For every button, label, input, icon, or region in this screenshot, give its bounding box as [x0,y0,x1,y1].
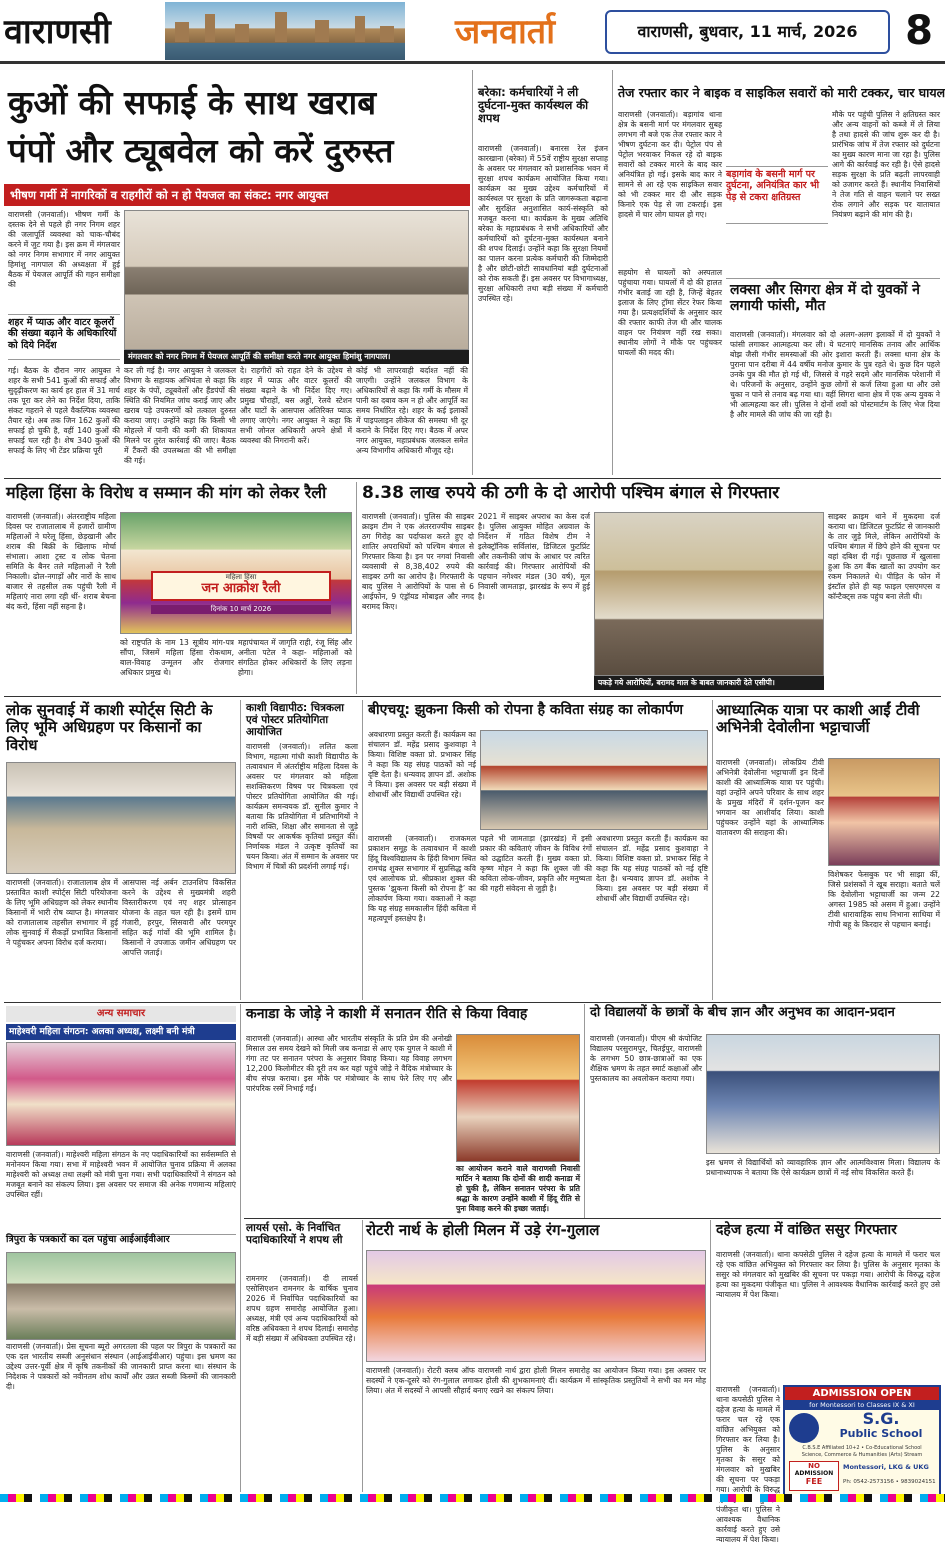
newspaper-name: जनवार्ता [455,12,555,52]
actress-body-1: वाराणसी (जनवार्ता)। लोकप्रिय टीवी अभिनेत्री देवोलीना भट्टाचार्जी इन दिनों काशी की आध्यात्मिक यात्रा पर पहुंची। वहां उन्होंने अपने परिवार के साथ शहर के प्रमुख मंदिरों में दर्शन-पूजन कर भगवान का आशीर्वाद लिया। काशी पहुंचकर उन्होंने यहां के आध्यात्मिक वातावरण की सराहना की। [716,758,824,838]
dowry-body: वाराणसी (जनवार्ता)। थाना कपसेठी पुलिस ने दहेज हत्या के मामले में फरार चल रहे एक वांछित अभियुक्त को गिरफ्तार कर लिया है। पुलिस के अनुसार मृतका के ससुर को मंगलवार को मुखबिर की सूचना पर पकड़ा गया। आरोपी के विरुद्ध दहेज हत्या का मुकदमा पंजीकृत था। पुलिस ने आवश्यक वैधानिक कार्रवाई करते हुए उसे न्यायालय में पेश किया। [716,1250,940,1300]
tripura-body: वाराणसी (जनवार्ता)। प्रेस सूचना ब्यूरो अगरतला की पहल पर त्रिपुरा के पत्रकारों का एक दल भारतीय सब्जी अनुसंधान संस्थान (आईआईवीआर) पहुंचा। इस भ्रमण का उद्देश्य उत्तर-पूर्वी क्षेत्र में कृषि तकनीकों की जानकारी प्राप्त करना था। संस्थान के निदेशक ने पत्रकारों को नवीनतम शोध कार्यों और उन्नत सब्जी किस्मों की जानकारी दी। [6,1342,236,1392]
fraud-column-3: साइबर क्राइम थाने में मुकदमा दर्ज कराया था। डिजिटल फुटप्रिंट से जानकारी के तार जुड़े मिले, लेकिन आरोपियों के पश्चिम बंगाल में छिपे होने की सूचना पर वहां दबिश दी गई। पूछताछ में खुलासा हुआ कि ठग बैंक खातों का उपयोग कर रकम निकालते थे। पीड़ित के फोन में इंस्टॉल होते ही यह फाइल एसएमएस व कॉन्टैक्ट्स तक पहुंच बना लेती थी। [828,512,940,602]
ad-contact: Ph: 0542-2573156 • 9839024151 [843,1479,936,1485]
ad-banner: ADMISSION OPEN [785,1387,939,1400]
sports-body-1: वाराणसी (जनवार्ता)। राजातालाब क्षेत्र में प्रस्तावित काशी स्पोर्ट्स सिटी परियोजना के लिए भूमि अधिग्रहण को लेकर स्थानीय किसानों में भारी रोष व्याप्त है। मंगलवार को राजातालाब तहसील सभागार में हुई लोक सुनवाई में सैकड़ों प्रभावित किसानों ने पहुंचकर अपना विरोध दर्ज कराया। [6,878,118,948]
painting-body: वाराणसी (जनवार्ता)। ललित कला विभाग, महात्मा गांधी काशी विद्यापीठ के तत्वावधान में अंतर्राष्ट्रीय महिला दिवस के अवसर पर मंगलवार को महिला सशक्तिकरण विषय पर चित्रकला एवं पोस्टर प्रतियोगिता आयोजित की गई। कार्यक्रम समन्वयक डॉ. सुनील कुमार ने बताया कि प्रतियोगिता में प्रतिभागियों ने नारी शक्ति, शिक्षा और समानता से जुड़े विषयों पर आकर्षक कृतियां प्रस्तुत कीं। निर्णायक मंडल ने उत्कृष्ट कृतियों का चयन किया। अंत में सम्मान के अवसर पर विभाग में चित्रों की प्रदर्शनी लगाई गई। [246,742,358,872]
rally-body-2: को राष्ट्रपति के नाम 13 सूत्रीय मांग-पत्र सौंपा, जिसमें महिला हिंसा रोकथाम, बाल-विवाह उन्मूलन और रोजगार अधिकार प्रमुख थे। [120,638,234,678]
wells-strap: भीषण गर्मी में नागरिकों व राहगीरों को न हो पेयजल का संकट: नगर आयुक्त [4,184,470,206]
actress-headline: आध्यात्मिक यात्रा पर काशी आईं टीवी अभिनेत्री देवोलीना भट्टाचार्जी [716,701,920,737]
ad-offer-1: NO [808,1462,820,1470]
rally-photo [120,512,352,634]
wedding-photo [456,1034,580,1162]
car-column-3: मौके पर पहुंची पुलिस ने क्षतिग्रस्त कार और अन्य वाहनों को कब्जे में ले लिया है तथा हादसे की जांच शुरू कर दी है। प्रारंभिक जांच में तेज रफ्तार को दुर्घटना का मुख्य कारण माना जा रहा है। पुलिस आगे की कार्रवाई कर रही है। ऐसे हादसे सड़क सुरक्षा के प्रति बढ़ती लापरवाही को उजागर करते हैं। स्थानीय निवासियों ने तेज गति से वाहन चलाने पर सख्त रोक लगाने और सड़क पर यातायात नियंत्रण बढ़ाने की मांग की है। [832,110,940,220]
meeting-photo [124,210,469,350]
fraud-headline: 8.38 लाख रुपये की ठगी के दो आरोपी पश्चिम बंगाल से गिरफ्तार [362,483,780,503]
school-exchange-headline: दो विद्यालयों के छात्रों के बीच ज्ञान और अनुभव का आदान-प्रदान [590,1005,895,1020]
masthead [0,0,945,64]
ad-banner-sub: for Montessori to Classes IX & XI [785,1400,939,1410]
police-press-photo [594,512,824,676]
ad-offer-3: FEE [805,1477,823,1486]
ad-offer-4: Montessori, LKG & UKG [843,1463,929,1471]
rotary-headline: रोटरी नार्थ के होली मिलन में उड़े रंग-गुलाल [366,1221,600,1239]
rally-body-3: महापंचायत में जागृति राही, रंजू सिंह और अनीता पटेल ने कहा- महिलाओं को संगठित होकर अधिकारों के लिए लड़ना होगा। [238,638,352,678]
rally-body-1: वाराणसी (जनवार्ता)। अंतरराष्ट्रीय महिला दिवस पर राजातालाब में हजारों ग्रामीण महिलाओं ने घरेलू हिंसा, छेड़खानी और शराब की बिक्री के खिलाफ मोर्चा संभाला। आशा ट्रस्ट व लोक चेतना समिति के बैनर तले महिलाओं ने रैली निकाली। ढोल-नगाड़ों और नारों के साथ बाजार से तहसील तक पहुंची रैली में महिलाएं नारा लगा रही थीं- शराब बेचना बंद करो, हिंसा नहीं सहना है। [6,512,116,612]
car-column-2: सहयोग से घायलों को अस्पताल पहुंचाया गया। घायलों में दो की हालत गंभीर बताई जा रही है, जिन्हें बेहतर इलाज के लिए ट्रॉमा सेंटर रेफर किया गया है। प्रत्यक्षदर्शियों के अनुसार कार की रफ्तार काफी तेज थी और चालक वाहन पर नियंत्रण नहीं रख सका। स्थानीय लोगों ने मौके पर पहुंचकर घायलों की मदद की। [618,268,722,358]
dowry-headline: दहेज हत्या में वांछित ससुर गिरफ्तार [716,1222,897,1238]
wells-subhead: शहर में प्याऊ और वाटर कूलरों की संख्या बढ़ाने के अधिकारियों को दिये निर्देश [8,314,120,360]
car-column-1: वाराणसी (जनवार्ता)। बड़ागांव थाना क्षेत्र के बसनी मार्ग पर मंगलवार सुबह लगभग नौ बजे एक तेज रफ्तार कार ने भीषण दुर्घटना कर दी। पेट्रोल पंप से पेट्रोल भरवाकर निकल रहे दो बाइक सवारों को टक्कर मारने के बाद कार अनियंत्रित हो गई। इसके बाद कार ने सामने से आ रहे एक साइकिल सवार को भी टक्कर मार दी और सड़क किनारे एक पेड़ से जा टकराई। इस हादसे में चार लोग घायल हो गए। [618,110,722,220]
book-launch-headline: बीएचयू: झुकना किसी को रोपना है कविता संग्रह का लोकार्पण [368,702,684,718]
rally-banner-date: दिनांक 10 मार्च 2026 [151,605,331,614]
ad-school-name: Public School [839,1427,923,1440]
bareka-body: वाराणसी (जनवार्ता)। बनारस रेल इंजन कारखाना (बरेका) में 55वें राष्ट्रीय सुरक्षा सप्ताह के अवसर पर मंगलवार को प्रशासनिक भवन में सुरक्षा शपथ कार्यक्रम आयोजित किया गया। कार्यक्रम का मुख्य उद्देश्य कर्मचारियों में कार्यस्थल पर सुरक्षा के प्रति जागरूकता बढ़ाना और सुरक्षित अनुशासित कार्य-संस्कृति को मजबूत करना था। कार्यक्रम के मुख्य अतिथि बरेका के महाप्रबंधक ने सभी अधिकारियों और कर्मचारियों को दुर्घटना-मुक्त कार्यस्थल बनाने की शपथ दिलाई। उन्होंने कहा कि सुरक्षा नियमों का पालन करना प्रत्येक कर्मचारी की जिम्मेदारी है और छोटी-छोटी सावधानियां बड़ी दुर्घटनाओं को रोक सकती हैं। इस अवसर पर विभागाध्यक्ष, सुरक्षा अधिकारी तथा बड़ी संख्या में कर्मचारी उपस्थित रहे। [478,144,608,304]
lawyers-body: रामनगर (जनवार्ता)। दी लायर्स एसोसिएशन रामनगर के वार्षिक चुनाव 2026 में निर्वाचित पदाधिकारियों का शपथ ग्रहण समारोह आयोजित हुआ। अध्यक्ष, मंत्री एवं अन्य पदाधिकारियों को वरिष्ठ अधिवक्ता ने शपथ दिलाई। समारोह में बड़ी संख्या में अधिवक्ता उपस्थित रहे। [246,1274,358,1344]
school-students-photo [706,1034,940,1154]
sports-city-headline: लोक सुनवाई में काशी स्पोर्ट्स सिटी के लिए भूमि अधिग्रहण पर किसानों का विरोध [6,701,213,754]
wedding-body: वाराणसी (जनवार्ता)। आस्था और भारतीय संस्कृति के प्रति प्रेम की अनोखी मिसाल उस समय देखने को मिली जब कनाडा से आए एक युगल ने काशी में गंगा तट पर सनातन परंपरा के अनुसार विवाह किया। यह विवाह लगभग 12,200 किलोमीटर की दूरी तय कर यहां पहुंचे जोड़े ने वैदिक मंत्रोच्चार के बीच संपन्न कराया। इस मौके पर मंत्रोच्चार के साथ फेरे लिए गए और पारंपरिक रस्में निभाई गईं। [246,1034,452,1094]
actress-photo [828,758,940,866]
wells-headline-line2: पंपों और ट्यूबवेल को करें दुरुस्त [8,131,394,170]
car-subhead: बड़ागांव के बसनी मार्ग पर दुर्घटना, अनियंत्रित कार भी पेड़ से टकरा क्षतिग्रस्त [726,166,828,224]
ad-streams: Science, Commerce & Humanities (Arts) Stream [801,1452,923,1458]
school-logo-icon [789,1413,819,1443]
car-accident-headline: तेज रफ्तार कार ने बाइक व साइकिल सवारों को मारी टक्कर, चार घायल [618,85,945,100]
farmers-hearing-photo [6,762,236,874]
school-body-1: वाराणसी (जनवार्ता)। पीएम श्री कंपोजिट विद्यालय परसुरामपुर, चितईपुर, वाराणसी के लगभग 50 छात्र-छात्राओं का एक शैक्षिक भ्रमण के तहत स्मार्ट कक्षाओं और पुस्तकालय का अवलोकन कराया गया। [590,1034,702,1084]
tripura-headline: त्रिपुरा के पत्रकारों का दल पहुंचा आईआईवीआर [6,1234,236,1250]
city-name: वाराणसी [4,12,111,52]
rally-banner-text: जन आक्रोश रैली [201,581,281,596]
wells-column-2: गई। बैठक के दौरान नगर आयुक्त ने शहर के सभी 541 कुओं की सफाई और सुदृढ़ीकरण का कार्य हर हाल में 31 मार्च तक पूरा कर लेने का निर्देश दिया, ताकि संकट गहराने से पहले वैकल्पिक व्यवस्था तैयार रहे। अब तक जिन 162 कुओं की सफाई हो चुकी है, वहीं 140 कुओं की सफाई चल रही है। शेष 340 कुओं की सफाई के लिए भी टेंडर प्रक्रिया पूरी [8,366,120,456]
book-launch-photo [480,730,708,830]
wells-column-4: दे। राहगीरों को राहत देने के उद्देश्य से शहर में प्याऊ और वाटर कूलरों की संख्या बढ़ाने के भी निर्देश दिए गए। प्रमुख चौराहों, बस अड्डों, रेलवे स्टेशन और घाटों के आसपास अतिरिक्त प्याऊ लगाए जाएंगे। नगर आयुक्त ने कहा कि सभी जोनल अधिकारी अपने क्षेत्रों में व्यवस्था की निगरानी करें। [240,366,352,446]
wedding-caption-text: का आयोजन कराने वाले वाराणसी निवासी मार्टिन ने बताया कि दोनों की शादी कनाडा में हो चुकी है, लेकिन सनातन परंपरा के प्रति श्रद्धा के कारण उन्होंने काशी में हिंदू रीति से पुनः विवाह करने की इच्छा जताई। [456,1164,580,1214]
wells-column-3: कर ली गई है। नगर आयुक्त ने जलकल विभाग के सहायक अभियंता से कहा कि शहर के पंपों, ट्यूबवेलों और हैंडपंपों की स्थिति की नियमित जांच कराई जाए और खराब पड़े उपकरणों को तत्काल दुरुस्त कराया जाए। उन्होंने कहा कि किसी भी मोहल्ले में पानी की कमी की शिकायत मिलने पर तुरंत कार्रवाई की जाए। बैठक में टैंकरों की उपलब्धता की भी समीक्षा की गई। [124,366,236,466]
ad-offer-2: ADMISSION [794,1470,834,1477]
wedding-headline: कनाडा के जोड़े ने काशी में सनातन रीति से किया विवाह [246,1006,528,1022]
dateline: वाराणसी, बुधवार, 11 मार्च, 2026 [605,10,890,54]
bareka-headline: बरेका: कर्मचारियों ने ली दुर्घटना-मुक्त कार्यस्थल की शपथ [478,85,589,126]
wells-column-1: वाराणसी (जनवार्ता)। भीषण गर्मी के दस्तक देने से पहले ही नगर निगम शहर की जलापूर्ति व्यवस्था को चाक-चौबंद करने में जुट गया है। इस क्रम में मंगलवार को नगर निगम सभागार में नगर आयुक्त हिमांशु नागपाल की अध्यक्षता में हुई बैठक में पेयजल आपूर्ति की गहन समीक्षा की [8,210,120,290]
page-number: 8 [905,8,933,54]
meeting-photo-caption: मंगलवार को नगर निगम में पेयजल आपूर्ति की समीक्षा करते नगर आयुक्त हिमांशु नागपाल। [124,350,469,364]
maheshwari-headline: माहेश्वरी महिला संगठन: अलका अध्यक्ष, लक्ष्मी बनी मंत्री [6,1024,236,1040]
tripura-journalists-photo [6,1252,236,1340]
book-body-3: अवधारणा प्रस्तुत करती हैं। कार्यक्रम का संचालन डॉ. महेंद्र प्रसाद कुशवाहा ने किया। विशिष्ट वक्ता प्रो. प्रभाकर सिंह ने कहा कि यह संग्रह पाठकों को नई दृष्टि देता है। धन्यवाद ज्ञापन डॉ. अशोक ने किया। इस अवसर पर बड़ी संख्या में शोधार्थी और विद्यार्थी उपस्थित रहे। [368,730,476,800]
lawyers-headline: लायर्स एसो. के निर्वाचित पदाधिकारियों ने शपथ ली [246,1222,343,1247]
fraud-column-2: 2021 में साइबर अपराध का केस दर्ज है। पुलिस आयुक्त मोहित अग्रवाल के निर्देशन में गठित विशेष टीम ने इलेक्ट्रॉनिक सर्विलांस, डिजिटल फुटप्रिंट और तकनीकी जांच के आधार पर त्वरित कार्रवाई की। गिरफ्तार आरोपियों की पहचान नगेश्वर मंडल (30 वर्ष), मूल निवासी जामताड़ा, झारखंड के रूप में हुई है। [478,512,590,602]
ad-affiliation: C.B.S.E Affiliated 10+2 • Co-Educational School [802,1445,922,1451]
rally-banner-small: महिला हिंसा [225,573,257,581]
book-body-4: अवधारणा प्रस्तुत करती हैं। कार्यक्रम का संचालन डॉ. महेंद्र प्रसाद कुशवाहा ने किया। विशिष्ट वक्ता प्रो. प्रभाकर सिंह ने कहा कि यह संग्रह पाठकों को नई दृष्टि देता है। धन्यवाद ज्ञापन डॉ. अशोक ने किया। इस अवसर पर बड़ी संख्या में शोधार्थी और विद्यार्थी उपस्थित रहे। [596,834,708,904]
school-advertisement[interactable] [783,1385,941,1497]
police-photo-caption: पकड़े गये आरोपियों, बरामद माल के बाबत जानकारी देते एसीपी। [594,676,824,690]
rally-headline: महिला हिंसा के विरोध व सम्मान की मांग को लेकर रैली [6,483,327,502]
suicide-headline: लक्सा और सिगरा क्षेत्र में दो युवकों ने लगायी फांसी, मौत [730,282,920,315]
rotary-body: वाराणसी (जनवार्ता)। रोटरी क्लब ऑफ वाराणसी नार्थ द्वारा होली मिलन समारोह का आयोजन किया गया। इस अवसर पर सदस्यों ने एक-दूसरे को रंग-गुलाल लगाकर होली की शुभकामनाएं दीं। कार्यक्रम में सांस्कृतिक प्रस्तुतियों ने सभी का मन मोह लिया। अंत में सदस्यों ने आपसी सौहार्द बनाए रखने का संकल्प लिया। [366,1366,706,1396]
ghat-skyline-image [165,2,405,60]
sports-body-2: आसपास नई अर्बन टाउनशिप विकसित करने के उद्देश्य से मुख्यमंत्री शहरी विस्तारीकरण एवं नए शहर प्रोत्साहन योजना के तहत चल रही है। इसमें ग्राम गंजारी, हरपुर, सिसवारी और परमपुर सहित कई गांवों की भूमि शामिल है। किसानों ने उपजाऊ जमीन अधिग्रहण पर आपत्ति जताई। [122,878,236,958]
dowry-body-2: वाराणसी (जनवार्ता)। थाना कपसेठी पुलिस ने दहेज हत्या के मामले में फरार चल रहे एक वांछित अभियुक्त को गिरफ्तार कर लिया है। पुलिस के अनुसार मृतका के ससुर को मंगलवार को मुखबिर की सूचना पर पकड़ा गया। आरोपी के विरुद्ध पंजीकृत था। पुलिस ने आवश्यक वैधानिक कार्रवाई करते हुए उसे न्यायालय में पेश किया। [716,1385,780,1545]
rotary-holi-photo [366,1250,706,1362]
ad-school-initials: S.G. [862,1409,900,1428]
suicide-body: वाराणसी (जनवार्ता)। मंगलवार को दो अलग-अलग इलाकों में दो युवकों ने फांसी लगाकर आत्महत्या कर ली। ये घटनाएं मानसिक तनाव और आर्थिक बोझ जैसी गंभीर समस्याओं की ओर इशारा करती हैं। लक्सा थाना क्षेत्र के पुराना पान दरीबा में 44 वर्षीय मनोज कुमार के पुत्र रहते थे। कुछ दिन पहले उनके पुत्र की मौत हो गई थी, जिससे वे गहरे सदमे और मानसिक परेशानी में थे। परिजनों के अनुसार, उन्होंने कुछ लोगों से कर्ज लिया हुआ था और उसे चुका न पाने से तनाव बढ़ गया था। वहीं सिगरा थाना क्षेत्र में एक अन्य युवक ने भी आत्महत्या कर ली। पुलिस ने दोनों शवों को पोस्टमार्टम के लिए भेज दिया है और मामले की जांच की जा रही है। [730,330,940,420]
wells-headline-line1: कुओं की सफाई के साथ खराब [8,83,377,122]
wells-column-5: कोई भी लापरवाही बर्दाश्त नहीं की जाएगी। उन्होंने जलकल विभाग के अधिकारियों से कहा कि गर्मी के मौसम में पानी का दबाव कम न हो और आपूर्ति का समय निर्धारित रहे। शहर के कई इलाकों में पाइपलाइन लीकेज की समस्या भी दूर कराने के निर्देश दिए गए। बैठक में अपर नगर आयुक्त, महाप्रबंधक जलकल समेत अन्य विभागीय अधिकारी मौजूद रहे। [356,366,468,456]
actress-body-2: विशेषकर फेसबुक पर भी साझा कीं, जिसे प्रशंसकों ने खूब सराहा। बताते चलें कि देवोलीना भट्टाचार्जी का जन्म 22 अगस्त 1985 को असम में हुआ। उन्होंने टीवी धारावाहिक साथ निभाना साथिया में गोपी बहू के किरदार से पहचान बनाई। [828,870,940,930]
book-body-1: वाराणसी (जनवार्ता)। राजकमल प्रकाशन समूह के तत्वावधान में काशी हिंदू विश्वविद्यालय के हिंदी विभाग स्थित रामचंद्र शुक्ल सभागार में सुप्रसिद्ध कवि एवं आलोचक प्रो. श्रीप्रकाश शुक्ल की पुस्तक ‘झुकना किसी को रोपना है’ का लोकार्पण किया गया। वक्ताओं ने कहा कि यह संग्रह समकालीन हिंदी कविता में महत्वपूर्ण हस्तक्षेप है। [368,834,476,924]
school-body-2: इस भ्रमण से विद्यार्थियों को व्यावहारिक ज्ञान और आत्मविश्वास मिला। विद्यालय के प्रधानाध्यापक ने बताया कि ऐसे कार्यक्रम छात्रों में नई सोच विकसित करते हैं। [706,1158,940,1178]
maheshwari-group-photo [6,1042,236,1146]
painting-headline: काशी विद्यापीठ: चित्रकला एवं पोस्टर प्रतियोगिता आयोजित [246,702,344,739]
other-news-header: अन्य समाचार [6,1006,236,1022]
maheshwari-body: वाराणसी (जनवार्ता)। माहेश्वरी महिला संगठन के नए पदाधिकारियों का सर्वसम्मति से मनोनयन किया गया। सभा में माहेश्वरी भवन में आयोजित चुनाव प्रक्रिया में अलका माहेश्वरी को अध्यक्ष तथा लक्ष्मी को मंत्री चुना गया। सभी पदाधिकारियों ने संगठन को मजबूत बनाने का संकल्प लिया। इस अवसर पर समाज की अनेक गणमान्य महिलाएं उपस्थित रहीं। [6,1150,236,1200]
fraud-column-1: वाराणसी (जनवार्ता)। पुलिस की साइबर क्राइम टीम ने एक अंतरराज्यीय साइबर ठग गिरोह का पर्दाफाश करते हुए दो शातिर अपराधियों को पश्चिम बंगाल से गिरफ्तार किया है। इन पर नगवां निवासी व्यवसायी से 8,38,402 रुपये की साइबर ठगी का आरोप है। गिरफ्तारी के बाद पुलिस ने आरोपियों के पास से 6 आईफोन, 9 एंड्रॉयड मोबाइल और नगद बरामद किए। [362,512,474,612]
book-body-2: पहले भी जामताड़ा (झारखंड) में इसी प्रकार की कविताएं जीवन के विविध रंगों को उद्घाटित करती हैं। मुख्य वक्ता प्रो. कृष्ण मोहन ने कहा कि शुक्ल जी की कविता लोक-जीवन, प्रकृति और मनुष्यता की गहरी संवेदना से जुड़ी है। [480,834,592,894]
registration-marks [0,1494,945,1502]
